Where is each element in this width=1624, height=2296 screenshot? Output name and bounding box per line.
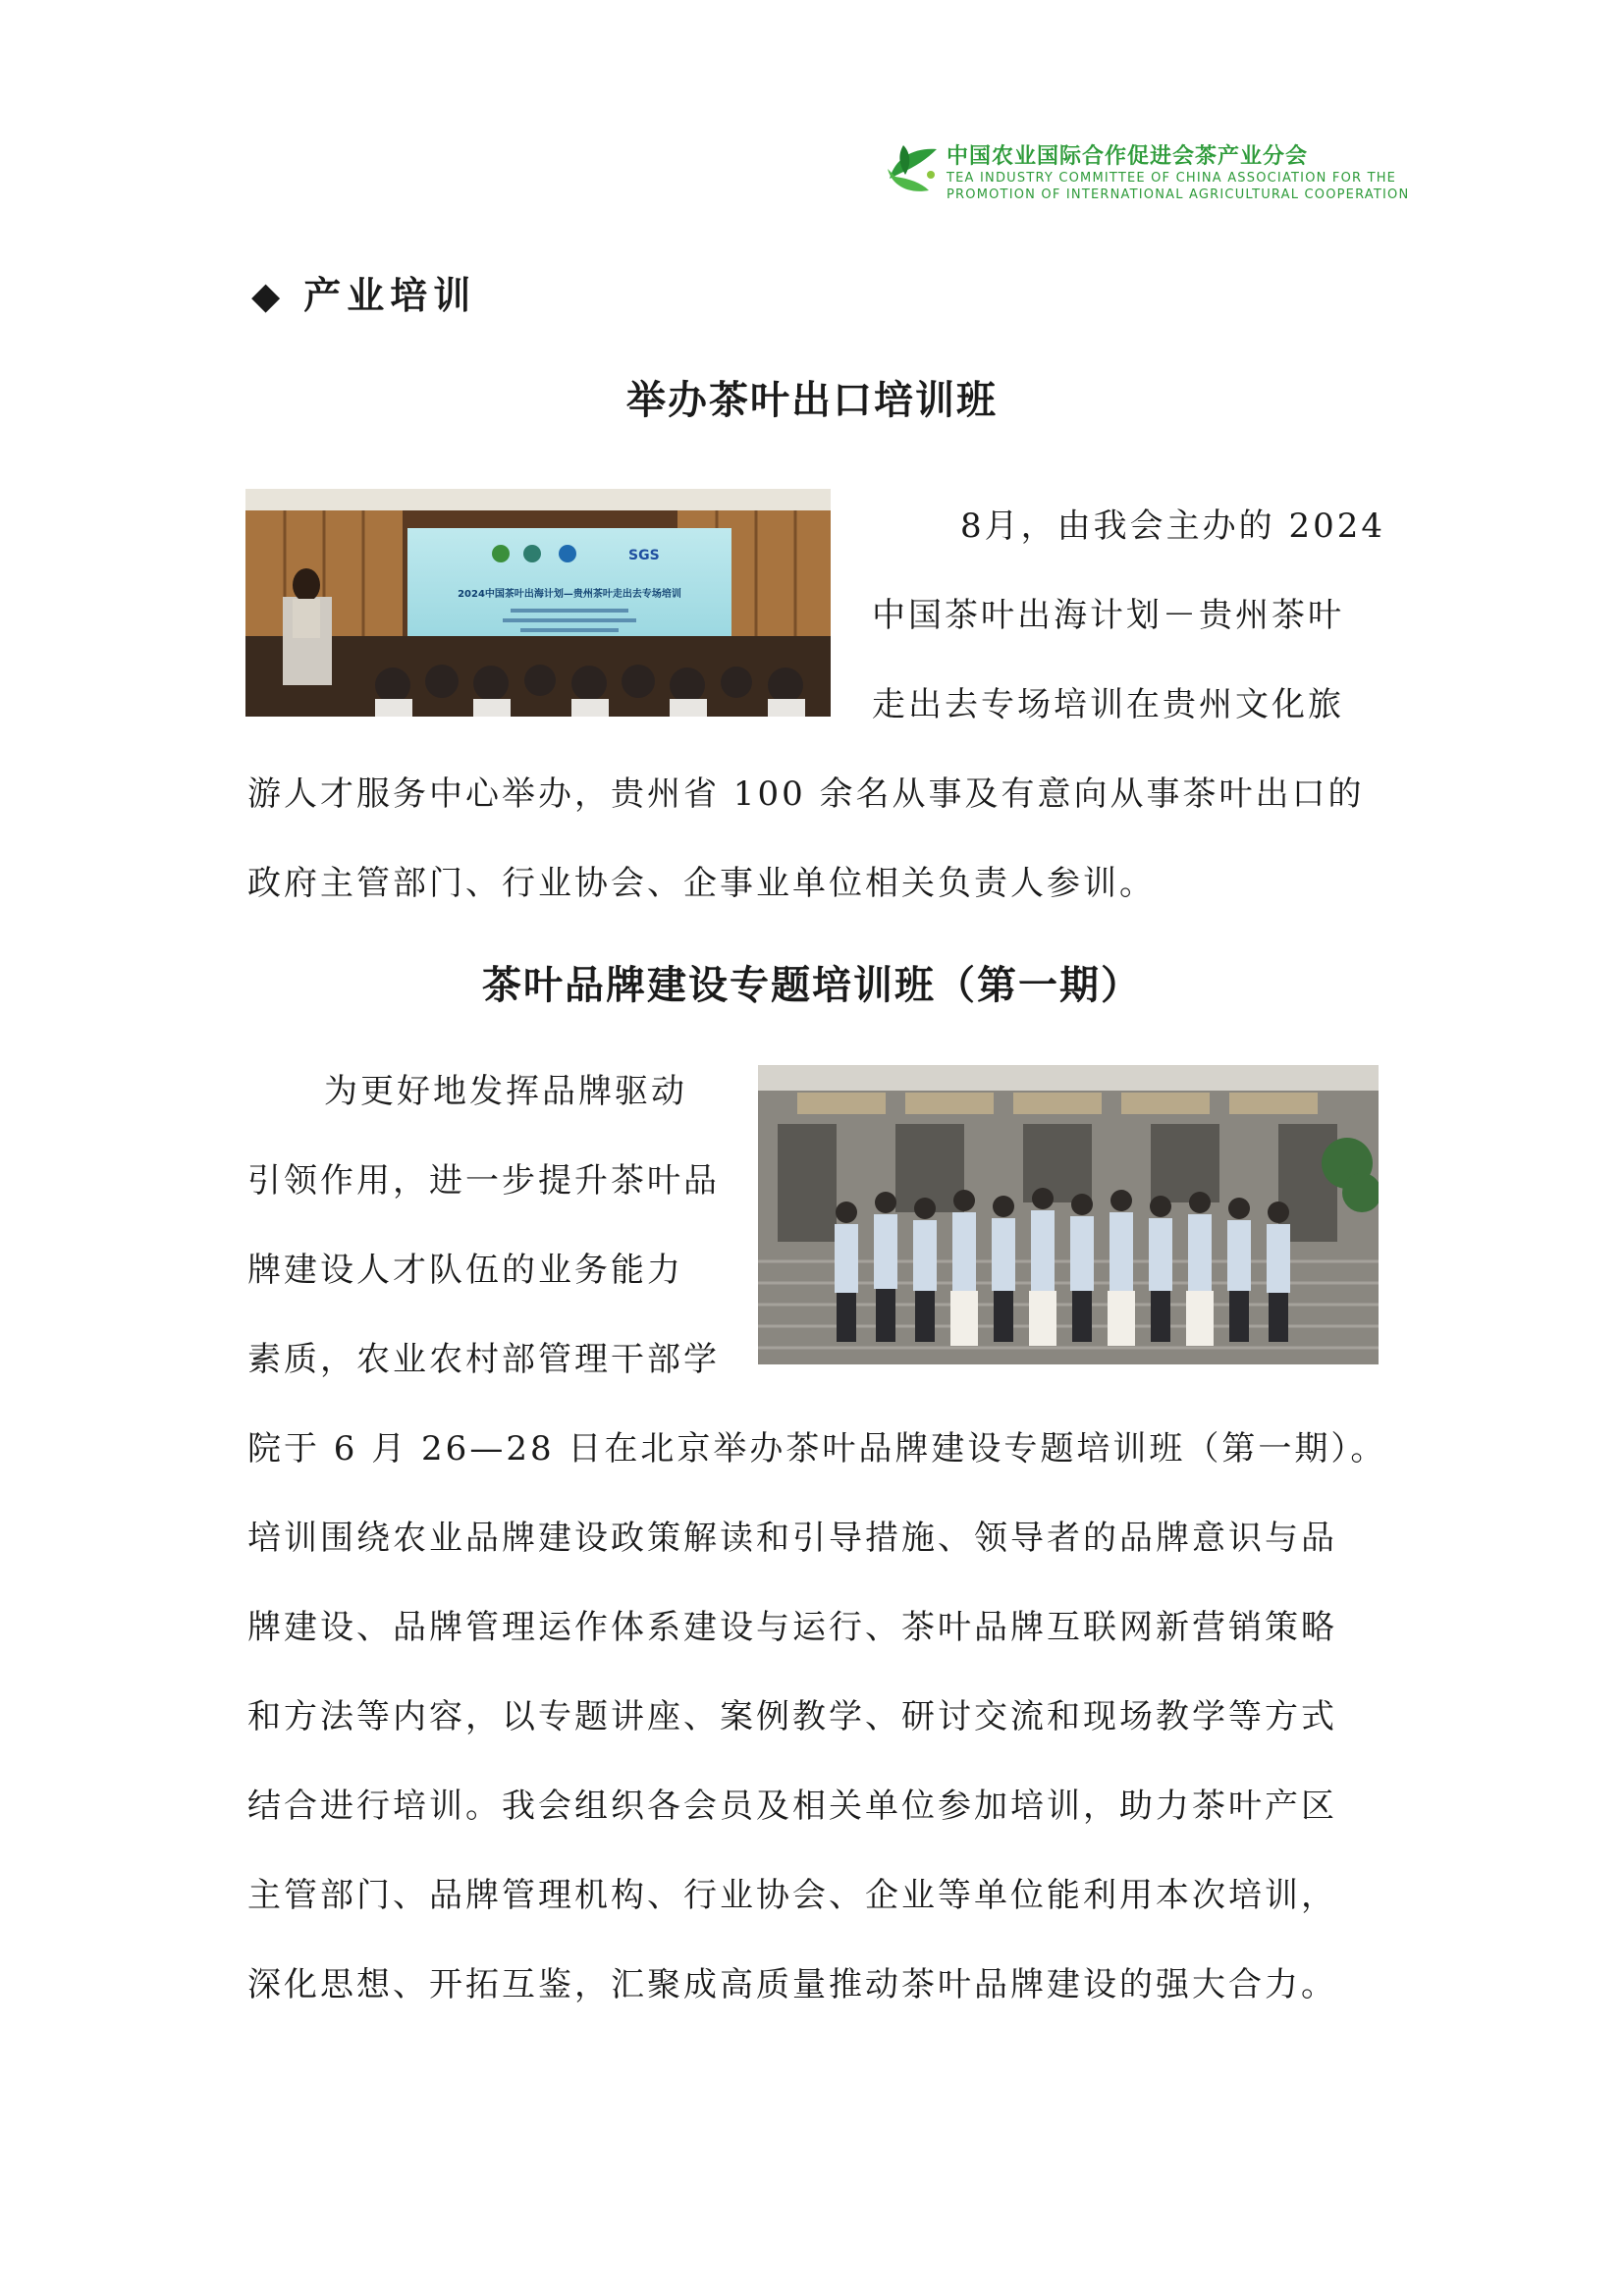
org-name-en-line2: PROMOTION OF INTERNATIONAL AGRICULTURAL COOPERATION [947,187,1410,202]
org-name-en-line1: TEA INDUSTRY COMMITTEE OF CHINA ASSOCIATION FOR THE [947,171,1397,186]
section-heading-text: 产业培训 [303,274,477,317]
article2-line-6: 培训围绕农业品牌建设政策解读和引导措施、领导者的品牌意识与品 [247,1519,1337,1558]
article1-line-5: 政府主管部门、行业协会、企事业单位相关负责人参训。 [247,864,1156,903]
article2-title: 茶叶品牌建设专题培训班（第一期） [482,963,1142,1008]
article2-line-7: 牌建设、品牌管理运作体系建设与运行、茶叶品牌互联网新营销策略 [247,1608,1337,1647]
sgs-logo-text: SGS [628,548,660,563]
article2-line-9: 结合进行培训。我会组织各会员及相关单位参加培训，助力茶叶产区 [247,1787,1337,1826]
article2-line-3: 牌建设人才队伍的业务能力 [247,1251,683,1290]
org-name-cn: 中国农业国际合作促进会茶产业分会 [947,144,1309,169]
article2-line-11: 深化思想、开拓互鉴，汇聚成高质量推动茶叶品牌建设的强大合力。 [247,1965,1337,2004]
article1-line-2: 中国茶叶出海计划－贵州茶叶 [872,596,1344,635]
article1-line-1: 8月，由我会主办的 2024 [960,507,1385,546]
banner-title-text: 2024中国茶叶出海计划—贵州茶叶走出去专场培训 [458,589,681,600]
group-photo [758,1065,1379,1364]
diamond-bullet-icon: ◆ [251,274,287,317]
article2-line-4: 素质，农业农村部管理干部学 [247,1340,720,1379]
article2-line-10: 主管部门、品牌管理机构、行业协会、企业等单位能利用本次培训， [247,1876,1337,1915]
article2-line-1: 为更好地发挥品牌驱动 [324,1072,687,1111]
article2-line-8: 和方法等内容，以专题讲座、案例教学、研讨交流和现场教学等方式 [247,1697,1337,1736]
section-heading [251,265,476,319]
article2-line-5: 院于 6 月 26—28 日在北京举办茶叶品牌建设专题培训班（第一期）。 [247,1429,1387,1468]
training-venue-photo [245,489,831,717]
org-logo [882,139,1410,208]
tea-leaf-logo-icon [882,139,943,200]
article1-line-4: 游人才服务中心举办，贵州省 100 余名从事及有意向从事茶叶出口的 [247,774,1365,814]
article1-title: 举办茶叶出口培训班 [626,378,998,423]
article2-line-2: 引领作用，进一步提升茶叶品 [247,1161,720,1201]
article1-line-3: 走出去专场培训在贵州文化旅 [872,685,1344,724]
